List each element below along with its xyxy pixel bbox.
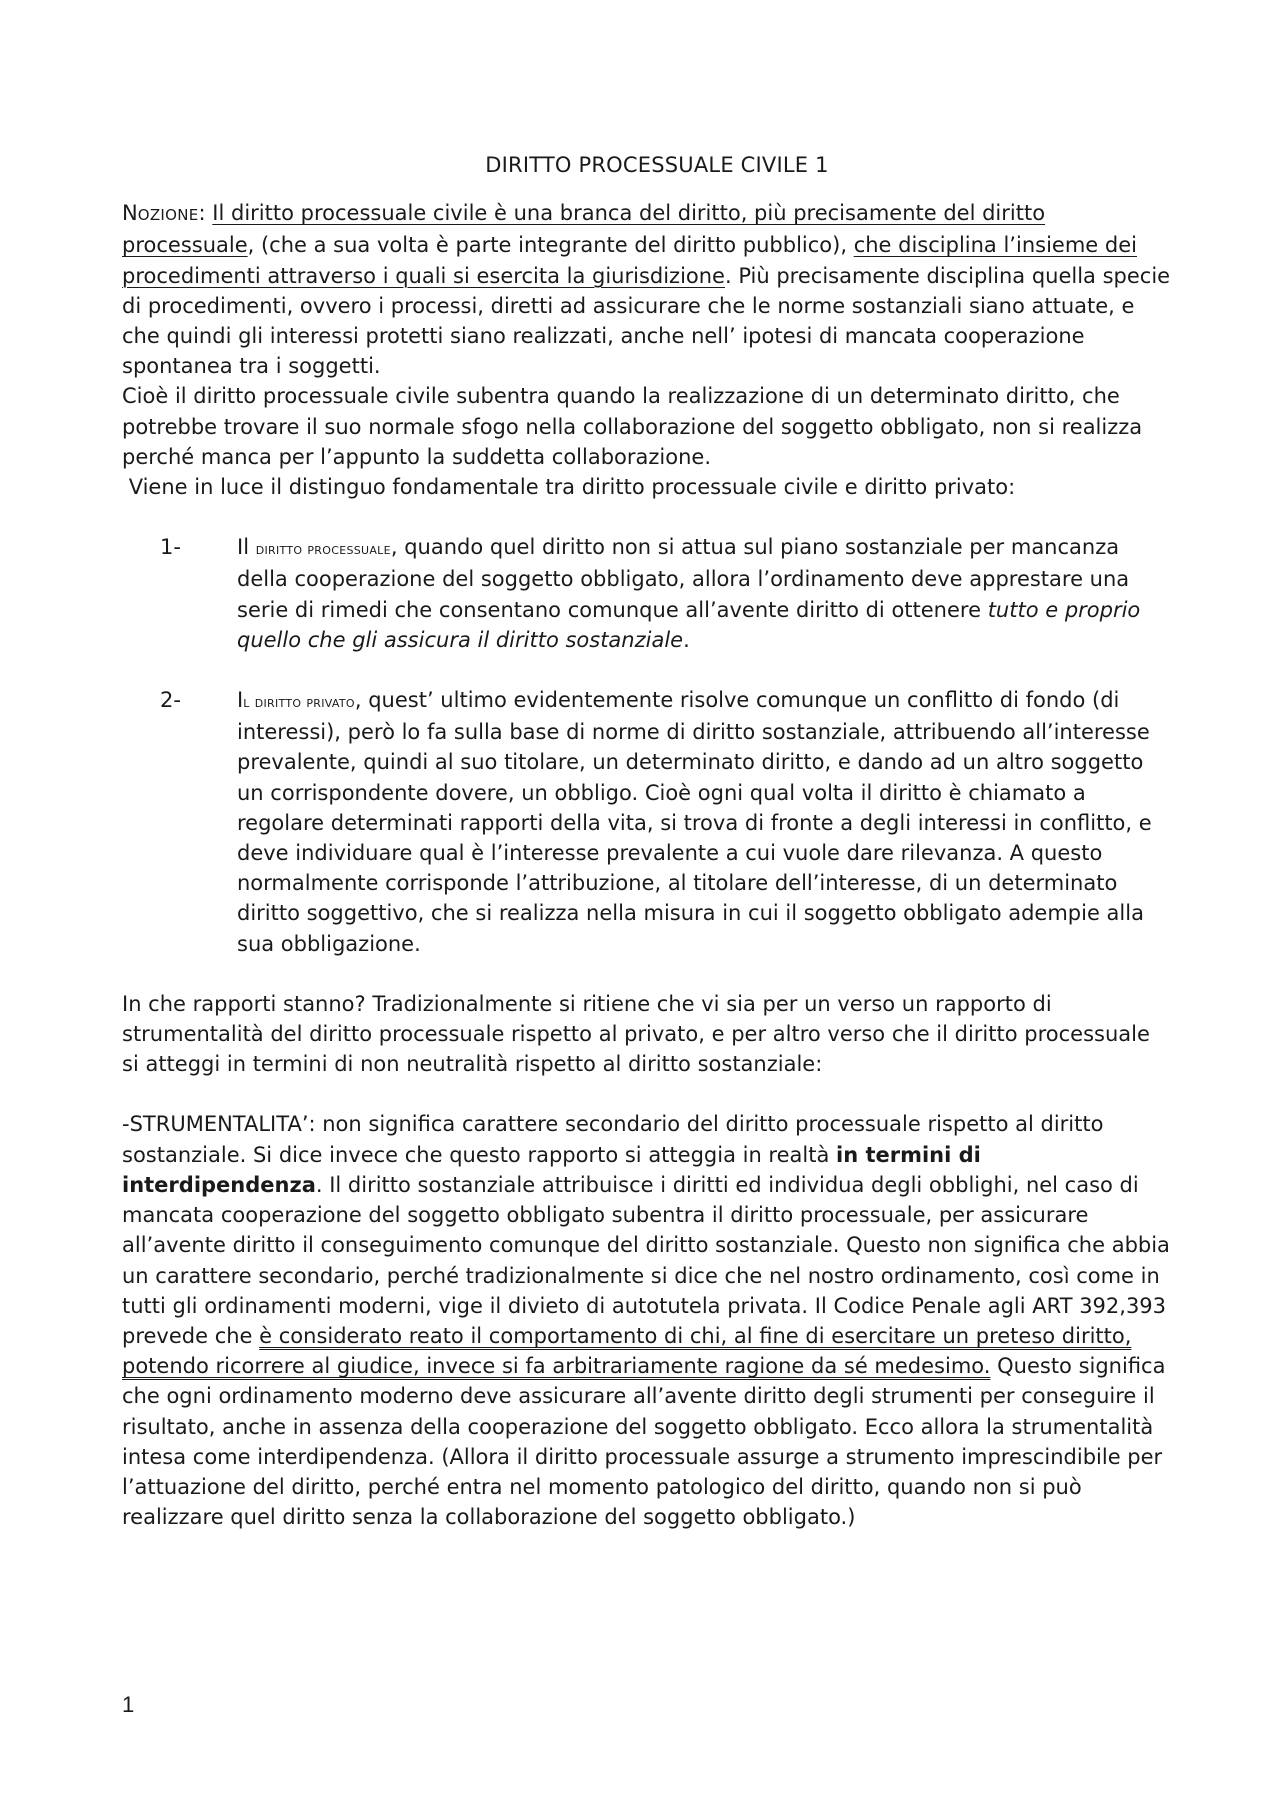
nozione-text: , (che a sua volta è parte integrante del diritto pubblico), bbox=[247, 233, 854, 258]
list-item: 1- Il diritto processuale, quando quel diritto non si attua sul piano sostanziale per mancanza della cooperazione del soggetto obbligato, allora l’ordinamento deve apprestare una serie di rimedi che consentano comunque all’avente diritto di ottenere tutto e proprio quello che gli assicura il diritto sostanziale. bbox=[160, 532, 1172, 655]
list-item-term: l diritto privato bbox=[243, 693, 355, 712]
document-title: DIRITTO PROCESSUALE CIVILE 1 bbox=[485, 153, 829, 177]
nozione-text-2: . Più precisamente disciplina quella specie di procedimenti, ovvero i processi, diretti ad assicurare che le norme sostanziali siano attuate, e che quindi gli interessi protetti siano realizzati, anche nell’ ipotesi di mancata cooperazione spontanea tra i soggetti. bbox=[122, 263, 1171, 379]
nozione-discipline-underlined: che disciplina l’insieme dei procedimenti attraverso i quali si esercita la giurisdizione bbox=[122, 233, 1137, 288]
distinction-list bbox=[122, 532, 1172, 959]
document-page bbox=[122, 150, 1172, 1532]
nozione-definition-underlined: Il diritto processuale civile è una branca del diritto, più precisamente del diritto processuale bbox=[122, 201, 1046, 258]
list-item-number: 1- bbox=[160, 535, 181, 560]
paragraph-viene: Viene in luce il distinguo fondamentale tra diritto processuale civile e diritto privato: bbox=[122, 475, 1016, 500]
strumentalita-bold: in termini di interdipendenza bbox=[122, 1142, 981, 1197]
paragraph-nozione bbox=[122, 198, 1172, 381]
strumentalita-underlined: è considerato reato il comportamento di chi, al fine di esercitare un preteso diritto, potendo ricorrere al giudice, invece si fa arbitrariamente ragione da sé medesimo. bbox=[122, 1323, 1132, 1379]
paragraph-rapporti: In che rapporti stanno? Tradizionalmente si ritiene che vi sia per un verso un rapporto di strumentalità del diritto processuale rispetto al privato, e per altro verso che il diritto processuale si atteggi in termini di non neutralità rispetto al diritto sostanziale: bbox=[122, 991, 1150, 1077]
list-item: 2- Il diritto privato, quest’ ultimo evidentemente risolve comunque un conflitto di fondo (di interessi), però lo fa sulla base di norme di diritto sostanziale, attribuendo all’interesse prevalente, quindi al suo titolare, un determinato diritto, e dando ad un altro soggetto un corrispondente dovere, un obbligo. Cioè ogni qual volta il diritto è chiamato a regolare determinati rapporti della vita, si trova di fronte a degli interessi in conflitto, e deve individuare qual è l’interesse prevalente a cui vuole dare rilevanza. A questo normalmente corrisponde l’attribuzione, al titolare dell’interesse, di un determinato diritto soggettivo, che si realizza nella misura in cui il soggetto obbligato adempie alla sua obbligazione. bbox=[160, 685, 1172, 959]
list-item-term: diritto processuale bbox=[255, 540, 391, 559]
paragraph-cioe: Cioè il diritto processuale civile subentra quando la realizzazione di un determinato diritto, che potrebbe trovare il suo normale sfogo nella collaborazione del soggetto obbligato, non si realizza perché manca per l’appunto la suddetta collaborazione. bbox=[122, 384, 1143, 469]
list-item-number: 2- bbox=[160, 688, 181, 713]
list-item-italic: tutto e proprio quello che gli assicura il diritto sostanziale bbox=[237, 597, 1141, 652]
paragraph-strumentalita: -STRUMENTALITA’: non significa carattere secondario del diritto processuale rispetto al diritto sostanziale. Si dice invece che questo rapporto si atteggia in realtà in termini di interdipendenza. Il diritto sostanziale attribuisce i diritti ed individua degli obblighi, nel caso di mancata cooperazione del soggetto obbligato subentra il diritto processuale, per assicurare all’avente diritto il conseguimento comunque del diritto sostanziale. Questo non significa che abbia un carattere secondario, perché tradizionalmente si dice che nel nostro ordinamento, così come in tutti gli ordinamenti moderni, vige il divieto di autotutela privata. Il Codice Penale agli ART 392,393 prevede che è considerato reato il comportamento di chi, al fine di esercitare un preteso diritto, potendo ricorrere al giudice, invece si fa arbitrariamente ragione da sé medesimo. Questo significa che ogni ordinamento moderno deve assicurare all’avente diritto degli strumenti per conseguire il risultato, anche in assenza della cooperazione del soggetto obbligato. Ecco allora la strumentalità intesa come interdipendenza. (Allora il diritto processuale assurge a strumento imprescindibile per l’attuazione del diritto, perché entra nel momento patologico del diritto, quando non si può realizzare quel diritto senza la collaborazione del soggetto obbligato.) bbox=[122, 1112, 1170, 1530]
page-number: 1 bbox=[122, 1692, 135, 1717]
nozione-label: NOZIONE: bbox=[122, 201, 213, 226]
